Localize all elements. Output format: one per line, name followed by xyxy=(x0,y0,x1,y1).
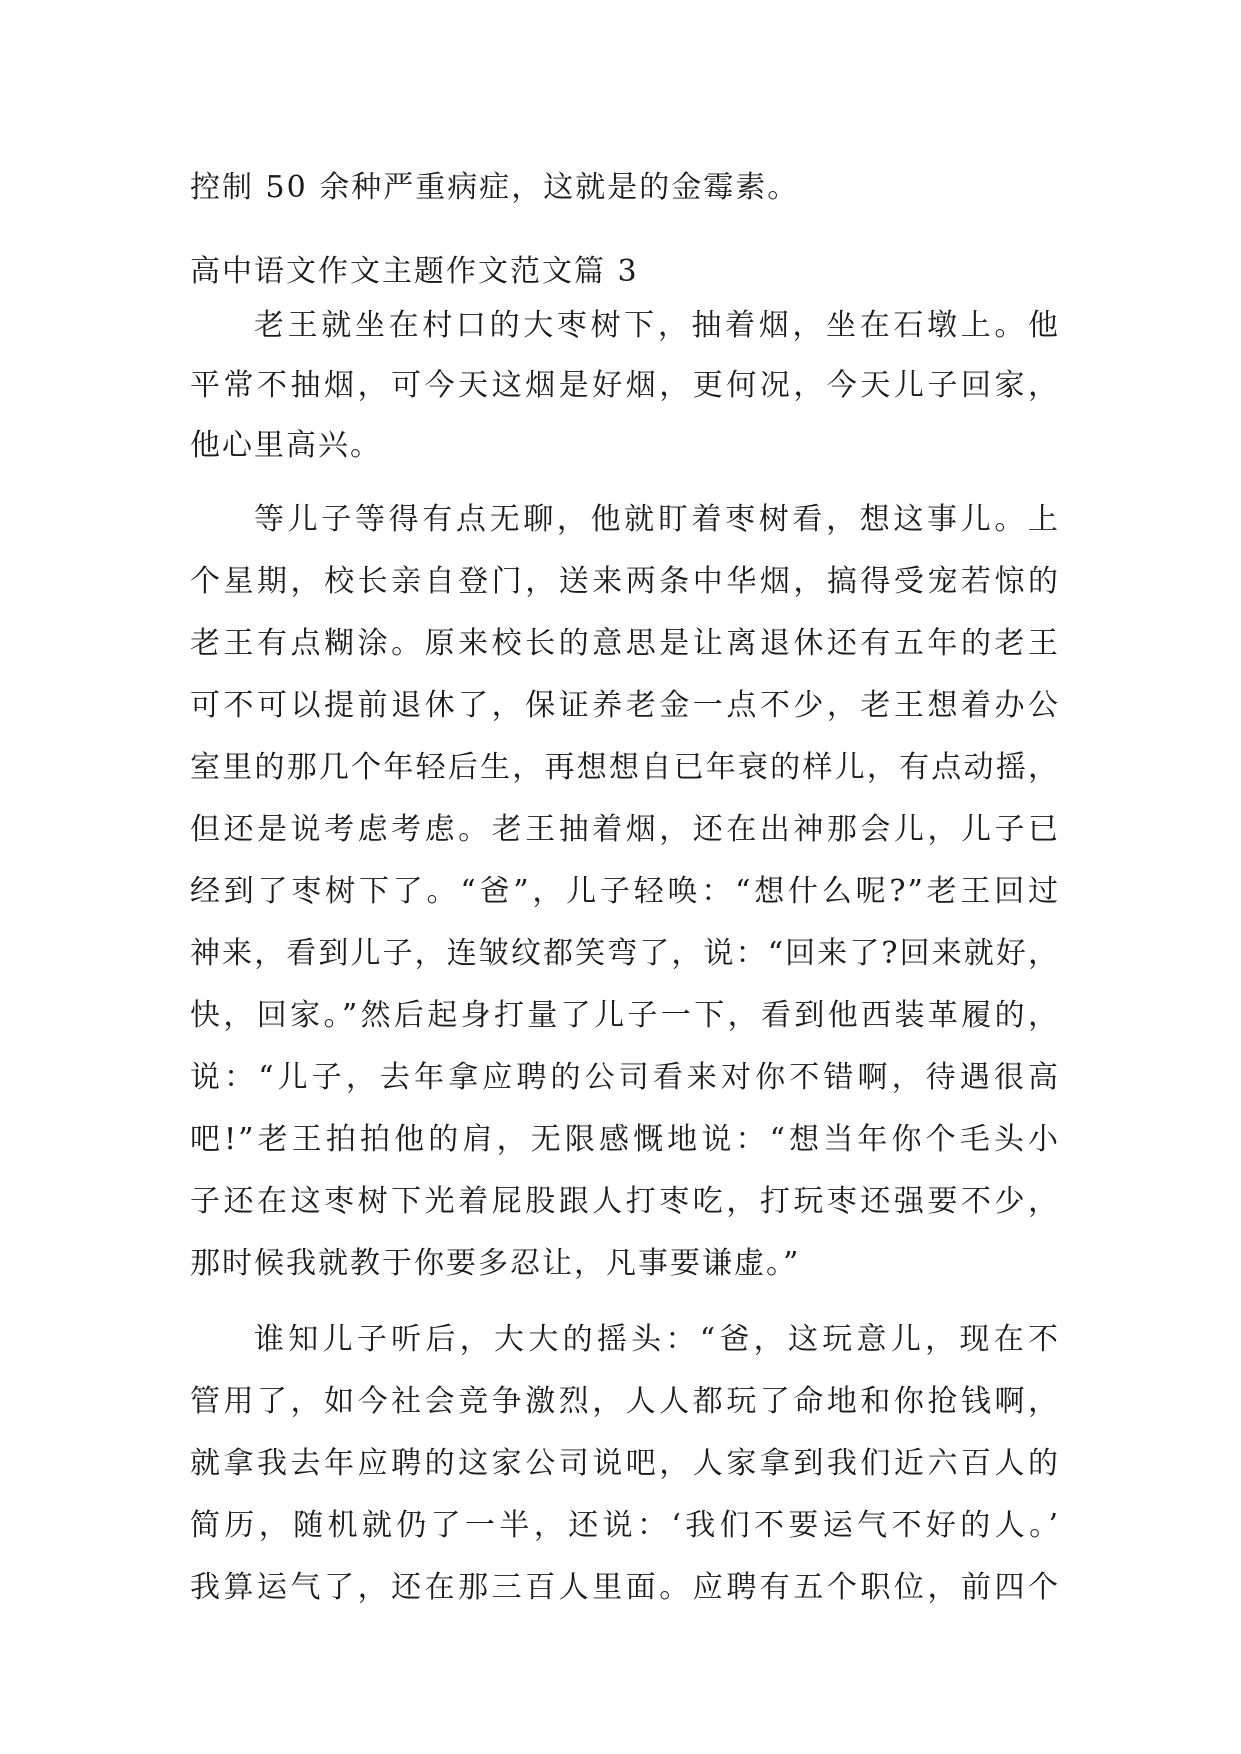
paragraph-1-line-2: 平常不抽烟，可今天这烟是好烟，更何况，今天儿子回家， xyxy=(190,368,1060,403)
paragraph-2-line-4: 可不可以提前退休了，保证养老金一点不少，老王想着办公 xyxy=(190,688,1060,723)
paragraph-3-line-2: 管用了，如今社会竞争激烈，人人都玩了命地和你抢钱啊， xyxy=(190,1384,1060,1419)
paragraph-3-line-4: 简历，随机就仍了一半，还说：‘我们不要运气不好的人。’ xyxy=(190,1508,1060,1543)
paragraph-2-line-7: 经到了枣树下了。“爸”，儿子轻唤：“想什么呢?”老王回过 xyxy=(190,874,1060,909)
paragraph-2-line-8: 神来，看到儿子，连皱纹都笑弯了，说：“回来了?回来就好， xyxy=(190,936,1060,971)
paragraph-2-line-5: 室里的那几个年轻后生，再想想自已年衰的样儿，有点动摇， xyxy=(190,750,1060,785)
section-title: 高中语文作文主题作文范文篇 3 xyxy=(190,254,639,289)
paragraph-2-line-12: 子还在这枣树下光着屁股跟人打枣吃，打玩枣还强要不少， xyxy=(190,1184,1060,1219)
paragraph-1-line-3: 他心里高兴。 xyxy=(190,428,382,463)
paragraph-2-line-3: 老王有点糊涂。原来校长的意思是让离退休还有五年的老王 xyxy=(190,626,1060,661)
paragraph-1-line-1: 老王就坐在村口的大枣树下，抽着烟，坐在石墩上。他 xyxy=(254,308,1060,343)
paragraph-3-line-1: 谁知儿子听后，大大的摇头：“爸，这玩意儿，现在不 xyxy=(254,1322,1060,1357)
paragraph-2-line-9: 快，回家。”然后起身打量了儿子一下，看到他西装革履的， xyxy=(190,998,1060,1033)
paragraph-2-line-13: 那时候我就教于你要多忍让，凡事要谦虚。” xyxy=(190,1246,801,1281)
paragraph-3-line-3: 就拿我去年应聘的这家公司说吧，人家拿到我们近六百人的 xyxy=(190,1446,1060,1481)
continued-text-line: 控制 50 余种严重病症，这就是的金霉素。 xyxy=(190,170,800,205)
paragraph-2-line-6: 但还是说考虑考虑。老王抽着烟，还在出神那会儿，儿子已 xyxy=(190,812,1060,847)
paragraph-2-line-10: 说：“儿子，去年拿应聘的公司看来对你不错啊，待遇很高 xyxy=(190,1060,1060,1095)
paragraph-2-line-2: 个星期，校长亲自登门，送来两条中华烟，搞得受宠若惊的 xyxy=(190,564,1060,599)
paragraph-3-line-5: 我算运气了，还在那三百人里面。应聘有五个职位，前四个 xyxy=(190,1570,1060,1605)
paragraph-2-line-11: 吧!”老王拍拍他的肩，无限感慨地说：“想当年你个毛头小 xyxy=(190,1122,1060,1157)
paragraph-2-line-1: 等儿子等得有点无聊，他就盯着枣树看，想这事儿。上 xyxy=(254,502,1060,537)
